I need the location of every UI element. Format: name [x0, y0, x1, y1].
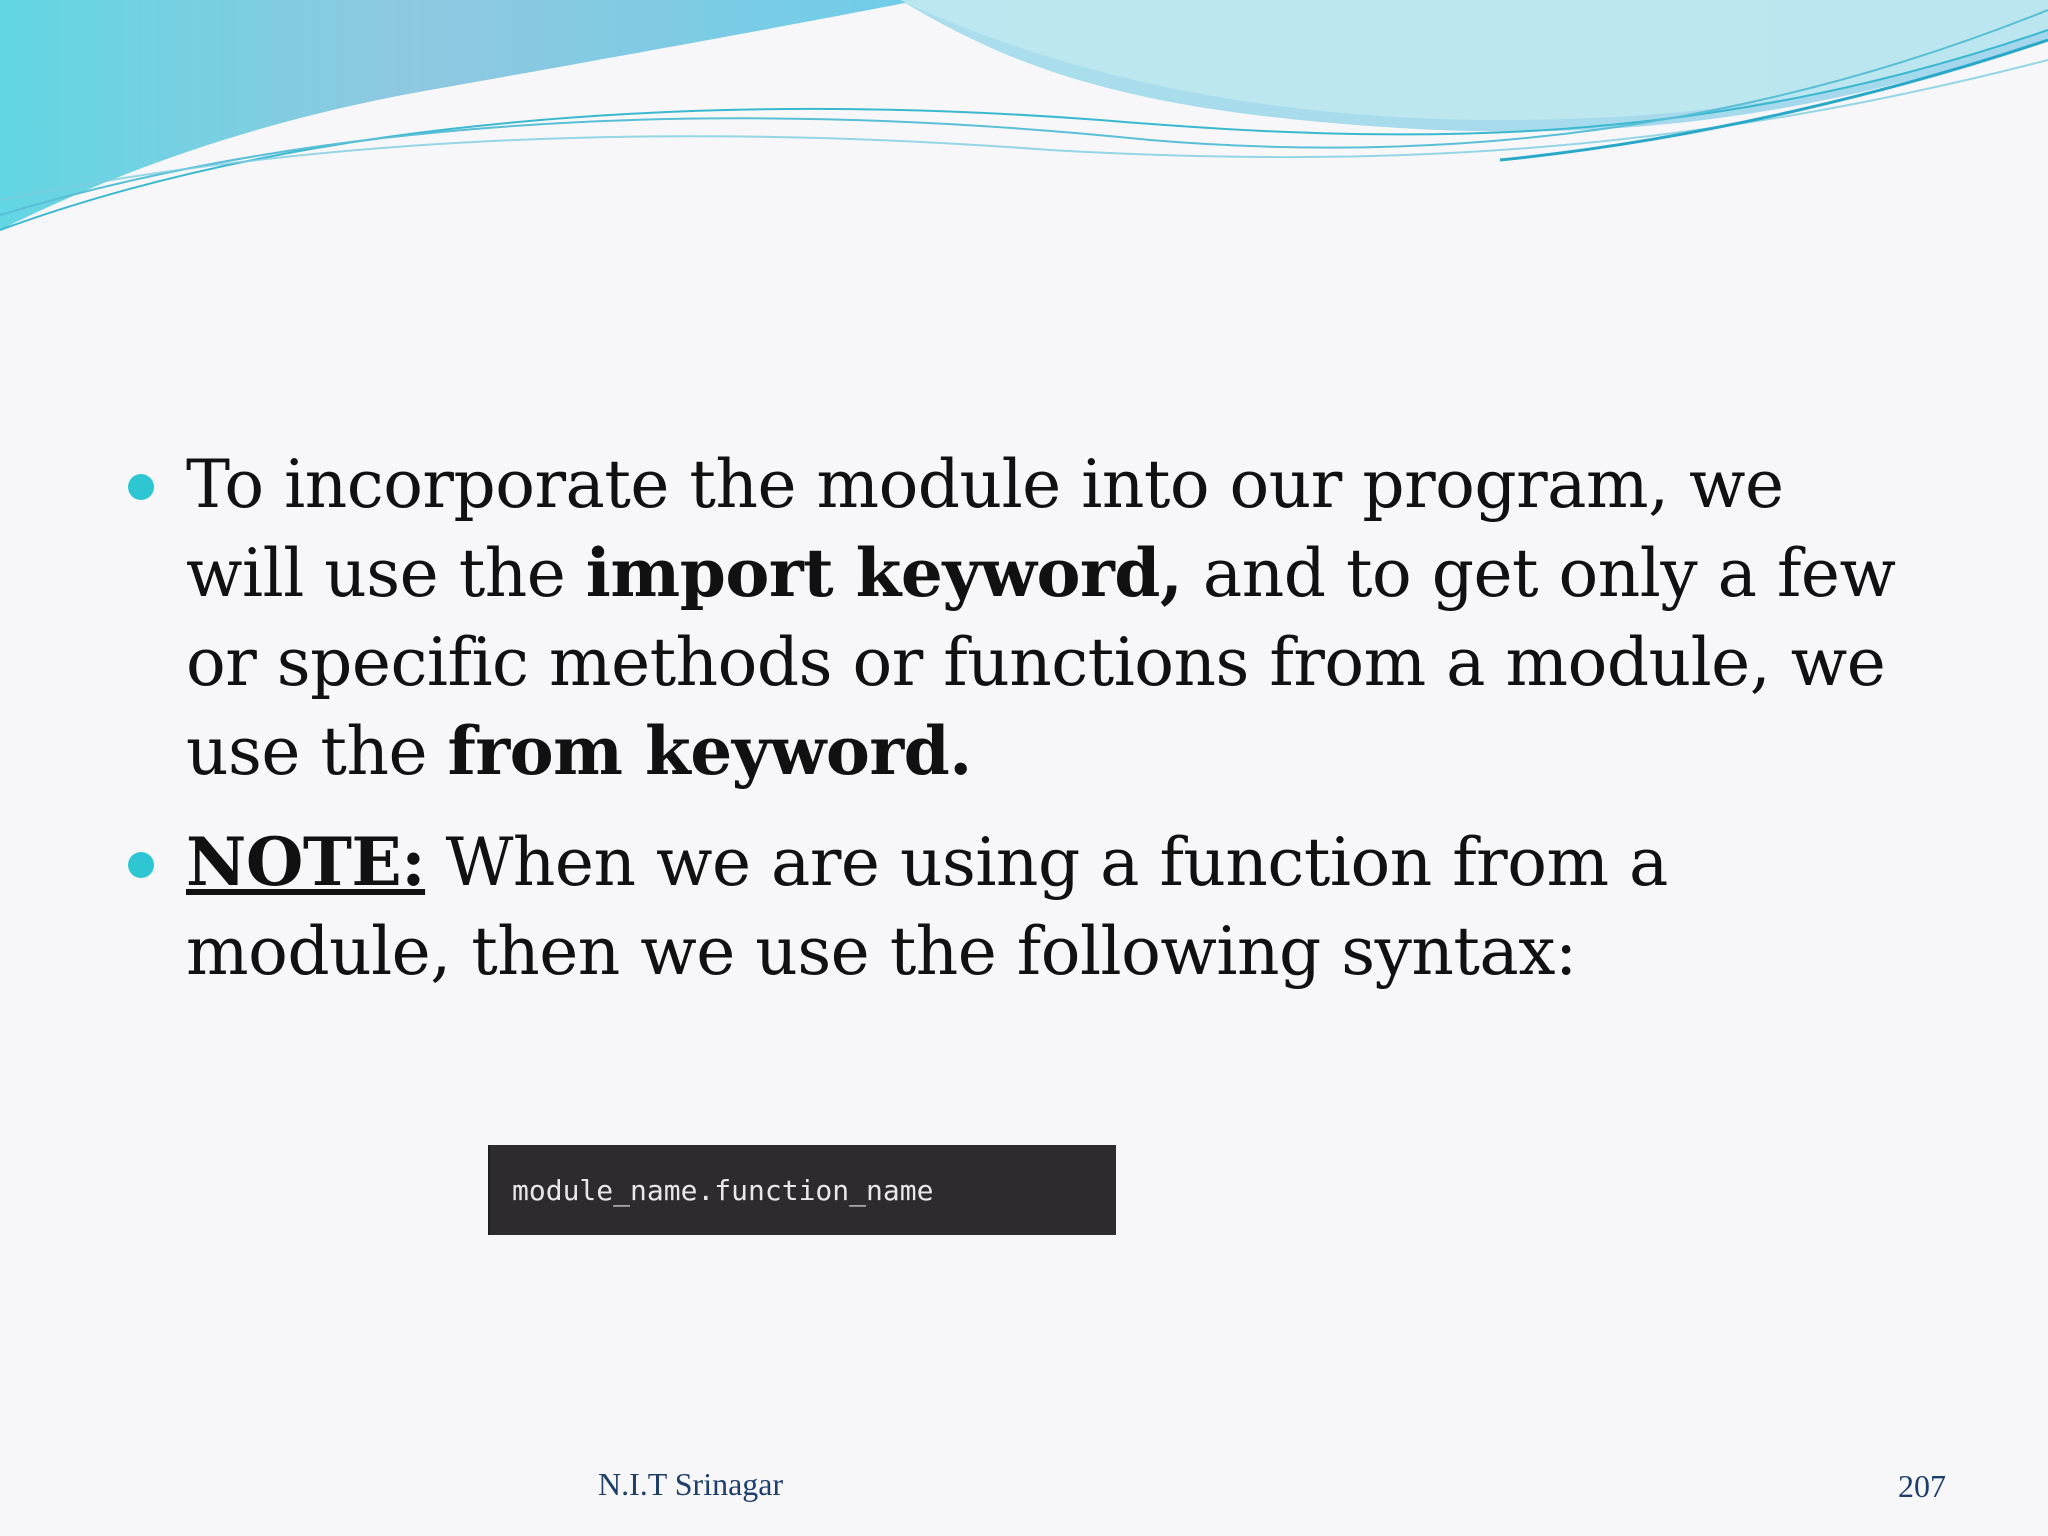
footer-page-number: 207	[1898, 1468, 1946, 1504]
bullet-text: To incorporate the module into our program, we will use the	[186, 446, 1784, 612]
bullet-text-mid: and to get only a few or specific methods or functions from a module, we use the	[186, 535, 1896, 790]
from-keyword-text: from keyword.	[447, 712, 972, 790]
import-keyword-text: import keyword,	[585, 534, 1183, 612]
note-label: NOTE:	[186, 823, 426, 901]
bullet-item-note	[120, 818, 1920, 996]
bullet-dot-icon	[128, 852, 154, 878]
code-snippet-text: module_name.function_name	[512, 1173, 934, 1207]
footer-institution: N.I.T Srinagar	[598, 1466, 784, 1502]
slide-content	[120, 440, 1920, 1018]
header-wave-decoration	[0, 0, 2048, 240]
bullet-dot-icon	[128, 474, 154, 500]
bullet-item-import	[120, 440, 1920, 796]
code-snippet-box	[488, 1145, 1116, 1235]
note-text: When we are using a function from a module, then we use the following syntax:	[186, 824, 1668, 990]
